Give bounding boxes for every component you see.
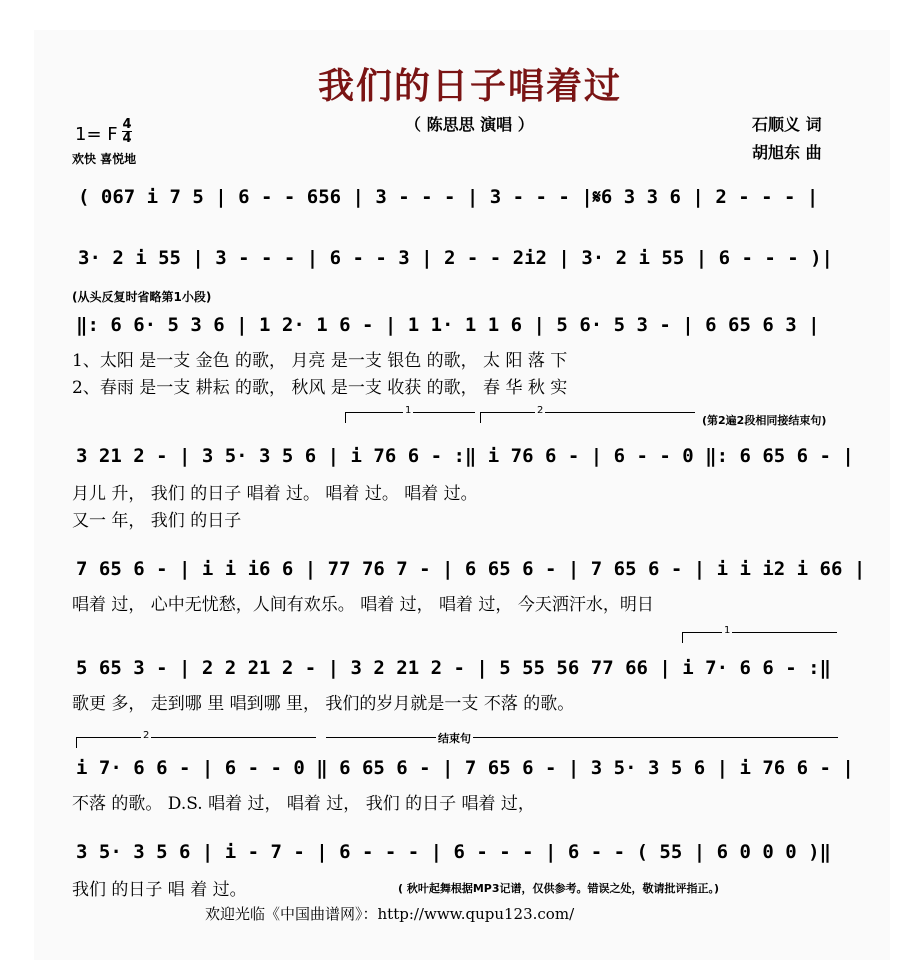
time-signature: 4 4 xyxy=(122,117,132,146)
notation-row-3: ‖: 6 6· 5 3 6 | 1 2· 1 6 - | 1 1· 1 1 6 | 5 6· 5 3 - | 6 65 6 3 | xyxy=(76,314,820,336)
notation-row-7: i 7· 6 6 - | 6 - - 0 ‖ 6 65 6 - | 7 65 6 - | 3 5· 3 5 6 | i 76 6 - | xyxy=(76,757,854,779)
notation-row-8: 3 5· 3 5 6 | i - 7 - | 6 - - - | 6 - - - | 6 - - ( 55 | 6 0 0 0 )‖ xyxy=(76,841,831,863)
ending-bracket: 结束句 xyxy=(326,737,838,738)
lyricist-credit: 石顺义 词 xyxy=(752,115,822,134)
repeat-note: (从头反复时省略第1小段) xyxy=(72,290,212,304)
site-footer: 欢迎光临《中国曲谱网》：http://www.qupu123.com/ xyxy=(205,905,575,923)
volta-bracket-1-row-6: 1 xyxy=(682,632,837,633)
lyric-row-3-verse-2: 2、春雨 是一支 耕耘 的歌， 秋风 是一支 收获 的歌， 春 华 秋 实 xyxy=(72,378,568,398)
composer-credit: 胡旭东 曲 xyxy=(752,143,822,162)
tempo-marking: 欢快 喜悦地 xyxy=(72,152,137,166)
lyric-row-5: 唱着 过， 心中无忧愁，人间有欢乐。 唱着 过， 唱着 过， 今天洒汗水，明日 xyxy=(72,595,654,615)
song-title: 我们的日子唱着过 xyxy=(318,66,623,107)
notation-row-4: 3 21 2 - | 3 5· 3 5 6 | i 76 6 - :‖ i 76 6 - | 6 - - 0 ‖: 6 65 6 - | xyxy=(76,445,854,467)
volta-bracket-2-row-7: 2 xyxy=(76,737,316,738)
key-signature: 1= F xyxy=(75,124,118,145)
volta-bracket-1: 1 xyxy=(345,412,475,413)
lyric-row-6: 歌更 多， 走到哪 里 唱到哪 里， 我们的岁月就是一支 不落 的歌。 xyxy=(72,694,575,714)
notation-row-1: ( 067 i 7 5 | 6 - - 656 | 3 - - - | 3 - - - |𝄋6 3 3 6 | 2 - - - | xyxy=(78,186,819,208)
notation-row-2: 3· 2 i 55 | 3 - - - | 6 - - 3 | 2 - - 2i2 | 3· 2 i 55 | 6 - - - )| xyxy=(78,247,833,269)
lyric-row-7: 不落 的歌。 D.S. 唱着 过， 唱着 过， 我们 的日子 唱着 过， xyxy=(72,794,535,814)
second-time-note: (第2遍2段相同接结束句) xyxy=(702,414,827,427)
lyric-row-4-verse-1: 月儿 升， 我们 的日子 唱着 过。 唱着 过。 唱着 过。 xyxy=(72,484,478,504)
notation-row-6: 5 65 3 - | 2 2 21 2 - | 3 2 21 2 - | 5 55 56 77 66 | i 7· 6 6 - :‖ xyxy=(76,657,831,679)
performer-credit: （ 陈思思 演唱 ） xyxy=(405,115,534,134)
lyric-row-3-verse-1: 1、太阳 是一支 金色 的歌， 月亮 是一支 银色 的歌， 太 阳 落 下 xyxy=(72,351,568,371)
volta-bracket-2: 2 xyxy=(480,412,695,413)
lyric-row-8: 我们 的日子 唱 着 过。 xyxy=(72,880,247,900)
notation-row-5: 7 65 6 - | i i i6 6 | 77 76 7 - | 6 65 6 - | 7 65 6 - | i i i2 i 66 | xyxy=(76,558,866,580)
lyric-row-4-verse-2: 又一 年， 我们 的日子 xyxy=(72,511,242,531)
transcription-note: ( 秋叶起舞根据MP3记谱，仅供参考。错误之处，敬请批评指正。) xyxy=(398,882,720,895)
